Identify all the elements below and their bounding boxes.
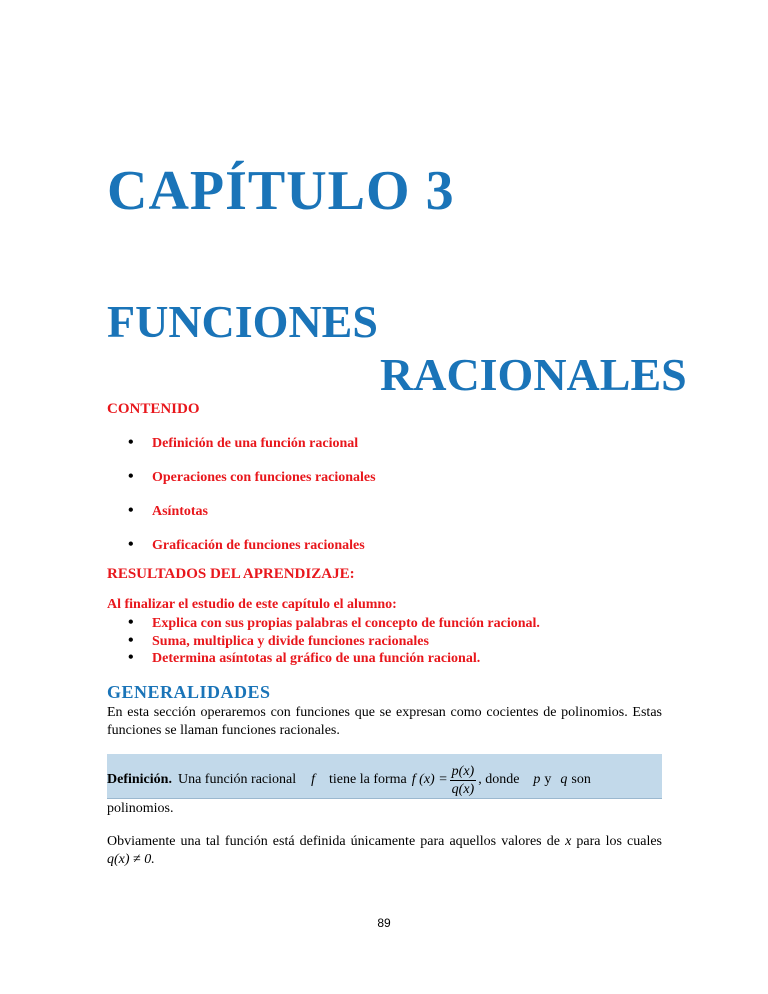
chapter-subtitle-line2: RACIONALES	[380, 349, 687, 400]
resultados-intro: Al finalizar el estudio de este capítulo el alumno:	[107, 597, 397, 612]
definition-text: Una función racional	[177, 772, 297, 787]
obviamente-paragraph	[107, 833, 662, 869]
variable-q: q	[560, 772, 568, 787]
resultados-heading: RESULTADOS DEL APRENDIZAJE:	[107, 566, 355, 582]
formula-lhs: f (x) =	[411, 772, 448, 787]
contenido-item: • Asíntotas	[152, 503, 376, 537]
resultados-item: • Explica con sus propias palabras el concepto de función racional.	[152, 615, 540, 633]
definition-continuation: polinomios.	[107, 801, 174, 816]
definition-text: y	[544, 772, 552, 787]
definition-line	[107, 765, 662, 795]
generalidades-heading: GENERALIDADES	[107, 682, 271, 702]
page-number: 89	[377, 916, 391, 930]
variable-x: x	[565, 834, 572, 849]
definition-box	[107, 754, 662, 799]
contenido-item: • Graficación de funciones racionales	[152, 537, 376, 571]
fraction-numerator: p(x)	[451, 763, 475, 779]
resultados-item: • Suma, multiplica y divide funciones racionales	[152, 633, 540, 651]
contenido-list	[152, 435, 376, 571]
fraction	[450, 763, 477, 798]
definition-label: Definición.	[107, 772, 172, 787]
definition-text: tiene la forma	[329, 772, 407, 787]
definition-text: son	[571, 772, 591, 787]
condition-expression: q(x) ≠ 0.	[107, 852, 155, 867]
contenido-item: • Operaciones con funciones racionales	[152, 469, 376, 503]
definition-text: , donde	[478, 772, 520, 787]
contenido-heading: CONTENIDO	[107, 401, 200, 417]
paragraph-text: Obviamente una tal función está definida únicamente para aquellos valores de	[107, 834, 560, 849]
paragraph-text: para los cuales	[576, 834, 662, 849]
variable-p: p	[533, 772, 541, 787]
chapter-subtitle-line1: FUNCIONES	[107, 296, 378, 347]
chapter-title: CAPÍTULO 3	[107, 160, 455, 222]
resultados-list	[152, 615, 540, 668]
fraction-denominator: q(x)	[451, 781, 475, 797]
resultados-item: • Determina asíntotas al gráfico de una función racional.	[152, 650, 540, 668]
variable-f: f	[311, 772, 316, 787]
contenido-item: • Definición de una función racional	[152, 435, 376, 469]
generalidades-paragraph: En esta sección operaremos con funciones que se expresan como cocientes de polinomios. Estas funciones se llaman funciones racionales.	[107, 705, 662, 738]
